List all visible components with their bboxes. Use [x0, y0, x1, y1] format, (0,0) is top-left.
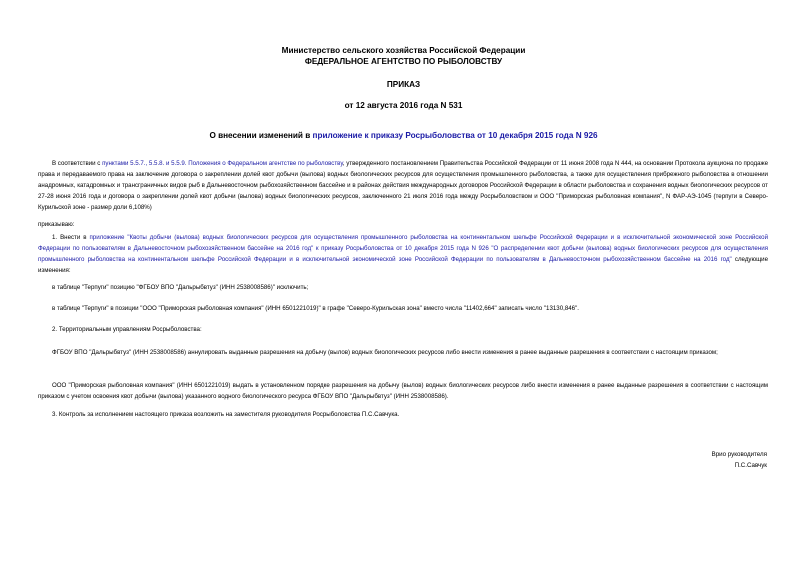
change-1-line: в таблице "Терпуги" позицию "ФГБОУ ВПО "Дальрыбвтуз" (ИНН 2538008586)" исключить;: [52, 284, 309, 291]
preamble-text-1: В соответствии с: [52, 160, 103, 167]
preamble-text-2: , утвержденного постановлением Правительства Российской Федерации от 11 июня 2008 года N 444, на основании Протокола аукциона по продаже права и передаваемого права на заключение договора о закреплении долей квот добычи (вылова) водных биологических ресурсов для осуществления промышленного рыболовства, а также для осуществления прибрежного рыболовства в отношении анадромных, катадромных и трансграничных видов рыб в Дальневосточном рыбохозяйственном бассейне и в районах действия международных договоров Российской Федерации в области рыболовства и сохранения водных биологических ресурсов от 27-28 июня 2016 года и договора о закреплении долей квот добычи (вылова) водных биологических ресурсов, заключенного 21 июля 2016 года между Росрыболовством и ООО "Приморская рыболовная компания", N ФАР-АЭ-1045 (терпуги в Северо-Курильской зоне - размер доли 6,108%): [38, 160, 769, 211]
item-2-line: 2. Территориальным управлениям Росрыболовства:: [52, 326, 202, 333]
preamble-paragraph: [38, 158, 768, 213]
order-word: приказываю:: [38, 221, 75, 228]
item-1-link[interactable]: приложение "Квоты добычи (вылова) водных биологических ресурсов для осуществления промышленного рыболовства на континентальном шельфе Российской Федерации и в исключительной экономической зоне Российской Федерации по пользователям в Дальневосточном рыбохозяйственном бассейне на 2016 год" к приказу Росрыболовства от 10 декабря 2015 года N 926 "О распределении квот добычи (вылова) водных биологических ресурсов для осуществления промышленного рыболовства на континентальном шельфе Российской Федерации и в исключительной экономической зоне Российской Федерации по пользователям в Дальневосточном рыбохозяйственном бассейне на 2016 год": [38, 234, 768, 263]
item-1-paragraph: [38, 232, 768, 276]
title-prefix: О внесении изменений в: [209, 131, 313, 140]
doc-type-heading: ПРИКАЗ: [386, 80, 421, 89]
title-link[interactable]: приложение к приказу Росрыболовства от 10 декабря 2015 года N 926: [312, 131, 598, 140]
item-1-text-1: 1. Внести в: [52, 234, 90, 241]
item-1-text-2: следующие изменения:: [38, 256, 768, 274]
change-2-line: в таблице "Терпуги" в позиции "ООО "Приморская рыболовная компания" (ИНН 6501221019)" в графе "Северо-Курильская зона" вместо числа "11402,664" записать число "13130,846".: [52, 305, 579, 312]
item-3-line: 3. Контроль за исполнением настоящего приказа возложить на заместителя руководителя Росрыболовства П.С.Савчука.: [52, 411, 400, 418]
signature-position: Врио руководителя: [711, 451, 767, 458]
signature-name: П.С.Савчук: [734, 462, 767, 469]
date-number-heading: от 12 августа 2016 года N 531: [344, 101, 463, 110]
ministry-heading: Министерство сельского хозяйства Российской Федерации: [281, 46, 526, 55]
agency-heading: ФЕДЕРАЛЬНОЕ АГЕНТСТВО ПО РЫБОЛОВСТВУ: [304, 57, 503, 66]
item-2a-paragraph: ФГБОУ ВПО "Дальрыбвтуз" (ИНН 2538008586) аннулировать выданные разрешения на добычу (вылов) водных биологических ресурсов либо внести изменения в ранее выданные разрешения в соответствии с настоящим приказом;: [52, 349, 718, 356]
item-2b-paragraph: ООО "Приморская рыболовная компания" (ИНН 6501221019) выдать в установленном порядке разрешения на добычу (вылов) водных биологических ресурсов либо внести изменения в ранее выданные разрешения в соответствии с настоящим приказом с учетом освоения квот добычи (вылова) указанного водного биологического ресурса ФГБОУ ВПО "Дальрыбвтуз" (ИНН 2538008586).: [38, 382, 768, 400]
document-title: [0, 131, 807, 140]
preamble-link[interactable]: пунктами 5.5.7., 5.5.8. и 5.5.9. Положения о Федеральном агентстве по рыболовству: [102, 160, 343, 167]
